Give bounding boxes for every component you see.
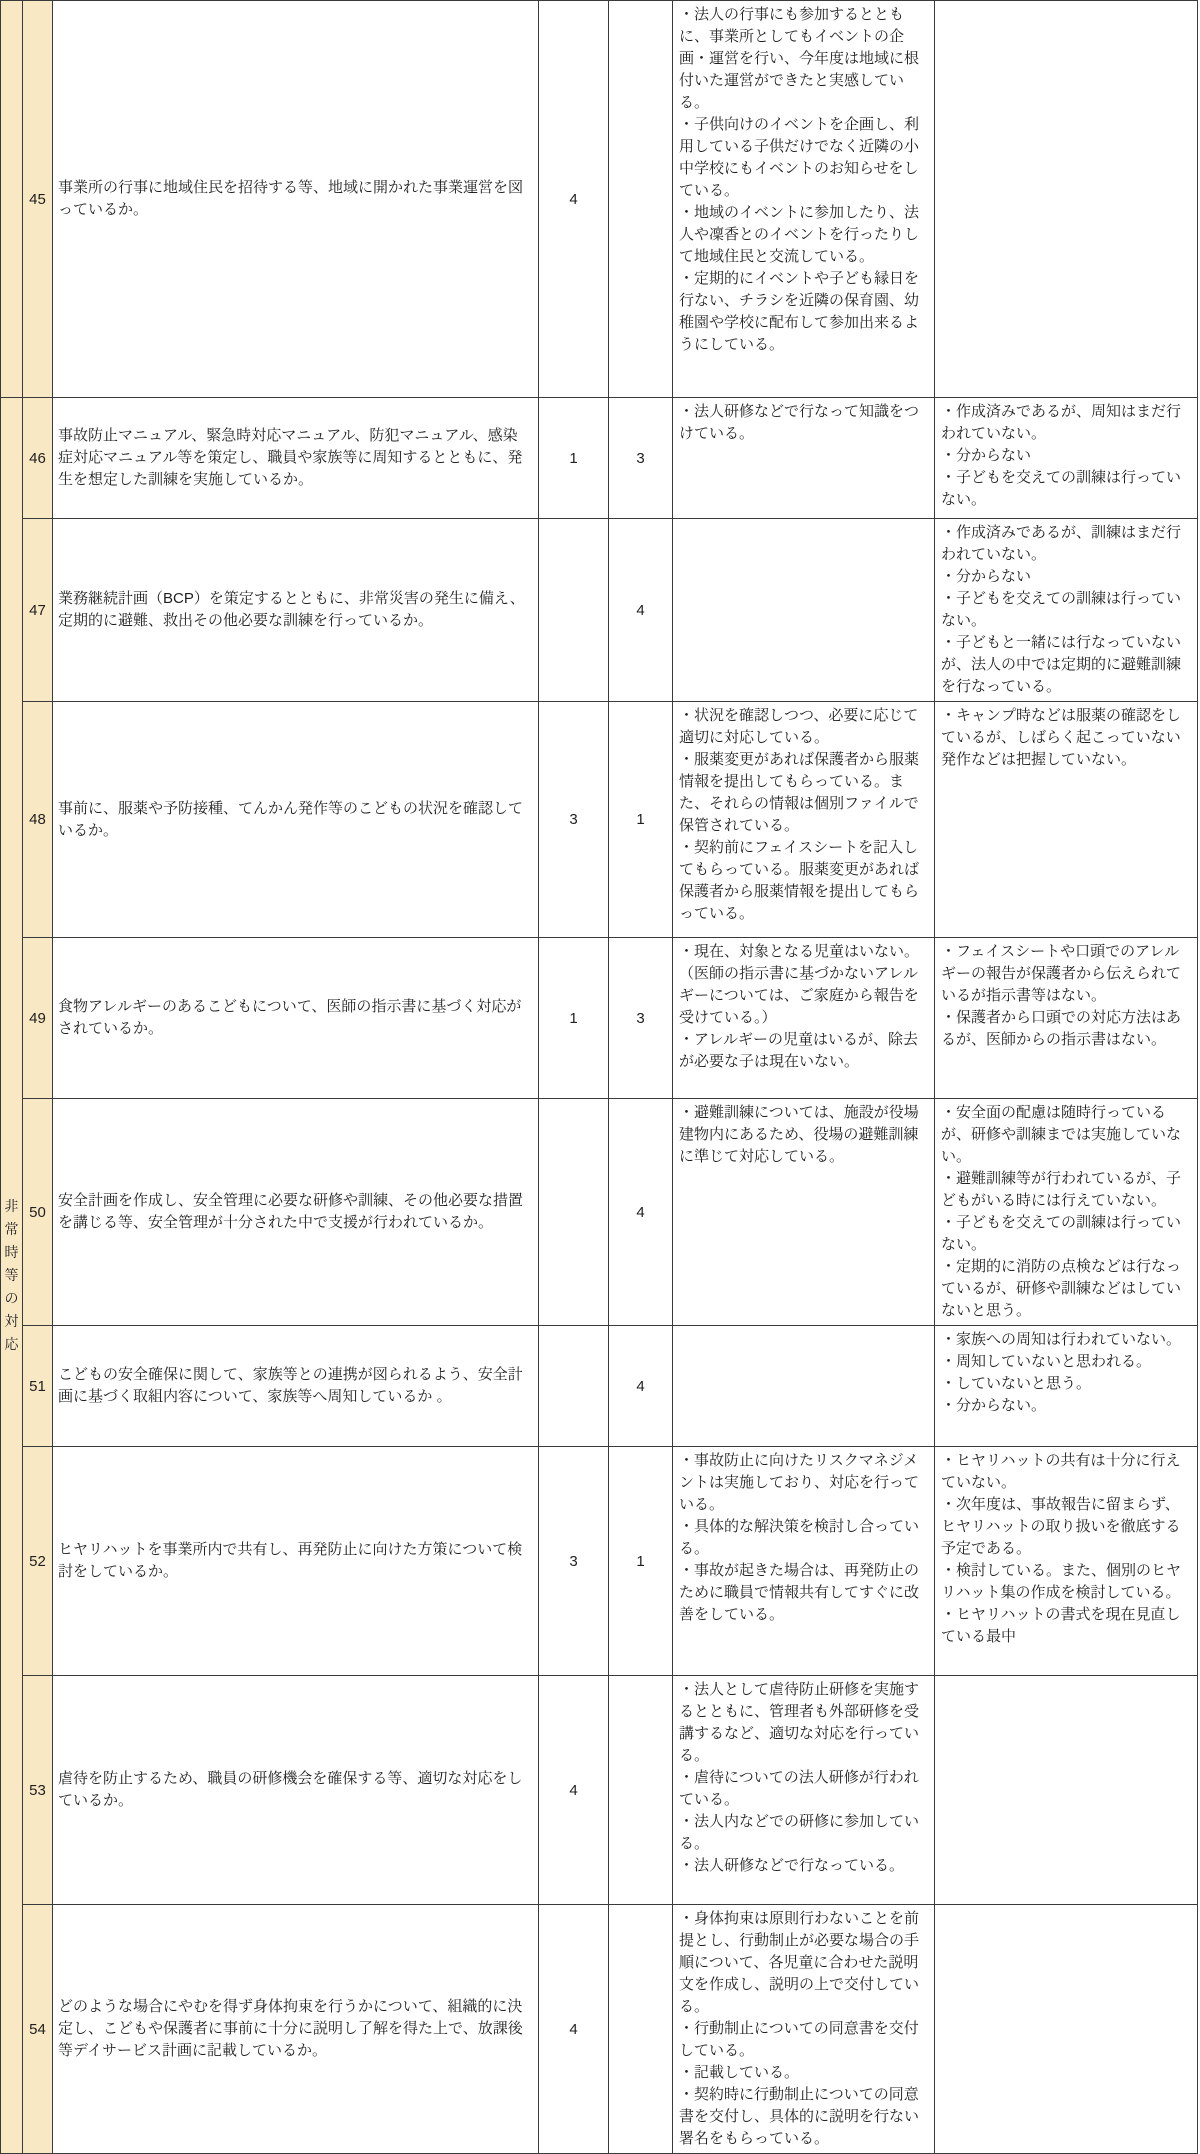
comment-item: ・周知していないと思われる。 [941, 1353, 1152, 1370]
comments-cell-2 [935, 1, 1198, 398]
row-number: 50 [23, 1099, 53, 1326]
comments-cell-1 [673, 702, 935, 938]
score-1: 1 [539, 938, 609, 1099]
table-row [1, 398, 1198, 519]
score-1 [539, 519, 609, 702]
comment-item: ・安全面の配慮は随時行っているが、研修や訓練までは実施していない。 [941, 1104, 1182, 1165]
table-row [1, 1905, 1198, 2154]
row-number: 45 [23, 1, 53, 398]
comments-cell-1 [673, 1905, 935, 2154]
score-1: 3 [539, 1447, 609, 1676]
comment-item: ・フェイスシートや口頭でのアレルギーの報告が保護者から伝えられているが指示書等はない。 [941, 943, 1182, 1004]
comments-cell-2 [935, 1905, 1198, 2154]
comment-item: ・分からない [941, 447, 1032, 464]
question-cell: 業務継続計画（BCP）を策定するとともに、非常災害の発生に備え、定期的に避難、救出その他必要な訓練を行っているか。 [53, 519, 539, 702]
comment-item: ・行動制止についての同意書を交付している。 [679, 2020, 919, 2059]
comment-item: ・避難訓練等が行われているが、子どもがいる時には行えていない。 [941, 1170, 1182, 1209]
question-cell: 虐待を防止するため、職員の研修機会を確保する等、適切な対応をしているか。 [53, 1676, 539, 1905]
comment-item: ・現在、対象となる児童はいない。（医師の指示書に基づかないアレルギーについては、ご家庭から報告を受けている。） [679, 943, 920, 1026]
comment-item: ・定期的に消防の点検などは行なっているが、研修や訓練などはしていないと思う。 [941, 1258, 1182, 1319]
question-cell: 安全計画を作成し、安全管理に必要な研修や訓練、その他必要な措置を講じる等、安全管理が十分された中で支援が行われているか。 [53, 1099, 539, 1326]
table-row [1, 519, 1198, 702]
score-2 [609, 1905, 673, 2154]
comments-cell-1 [673, 398, 935, 519]
comment-item: ・家族への周知は行われていない。 [941, 1331, 1182, 1348]
score-2: 4 [609, 1099, 673, 1326]
comment-item: ・次年度は、事故報告に留まらず、ヒヤリハットの取り扱いを徹底する予定である。 [941, 1496, 1181, 1557]
table-row [1, 1676, 1198, 1905]
score-2: 3 [609, 398, 673, 519]
comment-item: ・法人として虐待防止研修を実施するとともに、管理者も外部研修を受講するなど、適切な対応を行っている。 [679, 1681, 920, 1764]
comment-item: ・子供向けのイベントを企画し、利用している子供だけでなく近隣の小中学校にもイベントのお知らせをしている。 [679, 116, 920, 199]
comment-item: ・子どもを交えての訓練は行っていない。 [941, 469, 1182, 508]
comment-item: ・分からない。 [941, 1397, 1047, 1414]
comment-item: ・避難訓練については、施設が役場建物内にあるため、役場の避難訓練に準じて対応している。 [679, 1104, 919, 1165]
table-row [1, 702, 1198, 938]
section-label-cell [1, 398, 23, 2154]
comment-item: ・分からない [941, 568, 1032, 585]
comment-item: ・地域のイベントに参加したり、法人や凜香とのイベントを行ったりして地域住民と交流している。 [679, 204, 920, 265]
comment-item: ・虐待についての法人研修が行われている。 [679, 1769, 919, 1808]
comments-cell-1 [673, 1326, 935, 1447]
comments-cell-2 [935, 398, 1198, 519]
comment-item: ・作成済みであるが、訓練はまだ行われていない。 [941, 524, 1182, 563]
comments-cell-1 [673, 1676, 935, 1905]
row-number: 51 [23, 1326, 53, 1447]
score-2: 4 [609, 519, 673, 702]
question-cell: 事業所の行事に地域住民を招待する等、地域に開かれた事業運営を図っているか。 [53, 1, 539, 398]
comments-cell-2 [935, 1326, 1198, 1447]
score-2: 1 [609, 702, 673, 938]
comment-item: ・作成済みであるが、周知はまだ行われていない。 [941, 403, 1182, 442]
score-1: 4 [539, 1905, 609, 2154]
comments-cell-1 [673, 1099, 935, 1326]
comment-item: ・ヒヤリハットの書式を現在見直している最中 [941, 1606, 1181, 1645]
comment-item: ・法人内などでの研修に参加している。 [679, 1813, 920, 1852]
comment-item: ・保護者から口頭での対応方法はあるが、医師からの指示書はない。 [941, 1009, 1182, 1048]
comments-cell-2 [935, 1676, 1198, 1905]
row-number: 49 [23, 938, 53, 1099]
comment-item: ・契約前にフェイスシートを記入してもらっている。服薬変更があれば保護者から服薬情報を提出してもらっている。 [679, 839, 920, 922]
comment-item: ・具体的な解決策を検討し合っている。 [679, 1518, 920, 1557]
comment-item: ・定期的にイベントや子ども縁日を行ない、チラシを近隣の保育園、幼稚園や学校に配布して参加出来るようにしている。 [679, 270, 920, 353]
row-number: 46 [23, 398, 53, 519]
score-1 [539, 1326, 609, 1447]
question-cell: 食物アレルギーのあるこどもについて、医師の指示書に基づく対応がされているか。 [53, 938, 539, 1099]
score-2: 1 [609, 1447, 673, 1676]
table-row [1, 938, 1198, 1099]
comment-item: ・法人研修などで行なって知識をつけている。 [679, 403, 920, 442]
comments-cell-2 [935, 702, 1198, 938]
table-row [1, 1099, 1198, 1326]
comments-cell-2 [935, 519, 1198, 702]
row-number: 52 [23, 1447, 53, 1676]
score-2 [609, 1, 673, 398]
row-number: 54 [23, 1905, 53, 2154]
row-number: 47 [23, 519, 53, 702]
question-cell: どのような場合にやむを得ず身体拘束を行うかについて、組織的に決定し、こどもや保護者に事前に十分に説明し了解を得た上で、放課後等デイサービス計画に記載しているか。 [53, 1905, 539, 2154]
comment-item: ・状況を確認しつつ、必要に応じて適切に対応している。 [679, 707, 919, 746]
comment-item: ・法人の行事にも参加するとともに、事業所としてもイベントの企画・運営を行い、今年度は地域に根付いた運営ができたと実感している。 [679, 6, 920, 111]
comment-item: ・法人研修などで行なっている。 [679, 1857, 905, 1874]
comment-item: ・検討している。また、個別のヒヤリハット集の作成を検討している。 [941, 1562, 1182, 1601]
comment-item: ・服薬変更があれば保護者から服薬情報を提出してもらっている。また、それらの情報は個別ファイルで保管されている。 [679, 751, 920, 834]
question-cell: こどもの安全確保に関して、家族等との連携が図られるよう、安全計画に基づく取組内容について、家族等へ周知しているか 。 [53, 1326, 539, 1447]
comment-item: ・子どもと一緒には行なっていないが、法人の中では定期的に避難訓練を行なっている。 [941, 634, 1182, 695]
score-1: 1 [539, 398, 609, 519]
table-row [1, 1447, 1198, 1676]
comment-item: ・していないと思う。 [941, 1375, 1092, 1392]
row-number: 48 [23, 702, 53, 938]
score-2 [609, 1676, 673, 1905]
comments-cell-1 [673, 1, 935, 398]
comments-cell-1 [673, 938, 935, 1099]
comment-item: ・子どもを交えての訓練は行っていない。 [941, 590, 1182, 629]
comment-item: ・ヒヤリハットの共有は十分に行えていない。 [941, 1452, 1181, 1491]
comment-item: ・事故防止に向けたリスクマネジメントは実施しており、対応を行っている。 [679, 1452, 920, 1513]
score-1: 4 [539, 1, 609, 398]
comment-item: ・キャンプ時などは服薬の確認をしているが、しばらく起こっていない発作などは把握していない。 [941, 707, 1182, 768]
score-1: 4 [539, 1676, 609, 1905]
comment-item: ・記載している。 [679, 2064, 800, 2081]
section-label: 非常時等の対応 [4, 1198, 19, 1352]
table-row [1, 1326, 1198, 1447]
table-row [1, 1, 1198, 398]
comment-item: ・子どもを交えての訓練は行っていない。 [941, 1214, 1182, 1253]
comments-cell-2 [935, 1447, 1198, 1676]
comment-item: ・アレルギーの児童はいるが、除去が必要な子は現在いない。 [679, 1031, 919, 1070]
comments-cell-1 [673, 1447, 935, 1676]
comments-cell-2 [935, 1099, 1198, 1326]
comments-cell-1 [673, 519, 935, 702]
question-cell: 事前に、服薬や予防接種、てんかん発作等のこどもの状況を確認しているか。 [53, 702, 539, 938]
question-cell: 事故防止マニュアル、緊急時対応マニュアル、防犯マニュアル、感染症対応マニュアル等を策定し、職員や家族等に周知するとともに、発生を想定した訓練を実施しているか。 [53, 398, 539, 519]
section-label-cell-empty [1, 1, 23, 398]
row-number: 53 [23, 1676, 53, 1905]
score-1 [539, 1099, 609, 1326]
question-cell: ヒヤリハットを事業所内で共有し、再発防止に向けた方策について検討をしているか。 [53, 1447, 539, 1676]
score-1: 3 [539, 702, 609, 938]
comment-item: ・身体拘束は原則行わないことを前提とし、行動制止が必要な場合の手順について、各児童に合わせた説明文を作成し、説明の上で交付している。 [679, 1910, 920, 2015]
comment-item: ・事故が起きた場合は、再発防止のために職員で情報共有してすぐに改善をしている。 [679, 1562, 920, 1623]
comments-cell-2 [935, 938, 1198, 1099]
score-2: 4 [609, 1326, 673, 1447]
comment-item: ・契約時に行動制止についての同意書を交付し、具体的に説明を行ない署名をもらっている。 [679, 2086, 920, 2147]
score-2: 3 [609, 938, 673, 1099]
